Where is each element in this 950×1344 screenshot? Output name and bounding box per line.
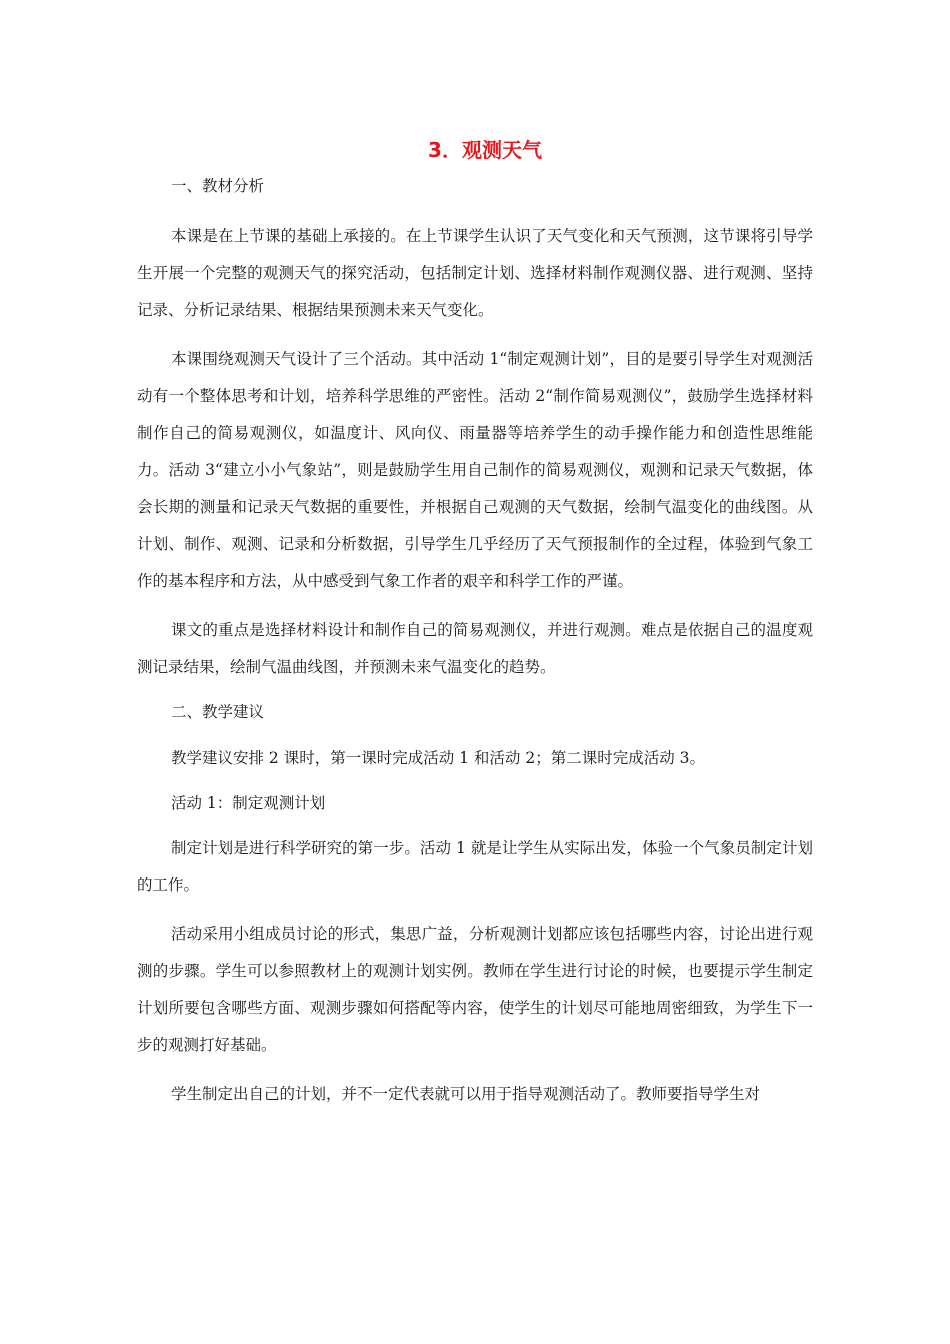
paragraph-activity-1-title: 活动 1：制定观测计划 bbox=[171, 794, 326, 812]
paragraph-group-discussion: 活动采用小组成员讨论的形式，集思广益，分析观测计划都应该包括哪些内容，讨论出进行观测的步骤。学生可以参照教材上的观测计划实例。教师在学生进行讨论的时候，也要提示学生制定计划所要包含哪些方面、观测步骤如何搭配等内容，使学生的计划尽可能地周密细致，为学生下一步的观测打好基础。 bbox=[137, 925, 813, 1054]
paragraph-key-points: 课文的重点是选择材料设计和制作自己的简易观测仪，并进行观测。难点是依据自己的温度观测记录结果，绘制气温曲线图，并预测未来气温变化的趋势。 bbox=[137, 621, 813, 676]
document-page bbox=[137, 132, 813, 1125]
paragraph-plan-guidance: 学生制定出自己的计划，并不一定代表就可以用于指导观测活动了。教师要指导学生对 bbox=[171, 1085, 761, 1103]
paragraph-plan-first-step: 制定计划是进行科学研究的第一步。活动 1 就是让学生从实际出发，体验一个气象员制定计划的工作。 bbox=[137, 839, 813, 894]
paragraph-lesson-intro: 本课是在上节课的基础上承接的。在上节课学生认识了天气变化和天气预测，这节课将引导学生开展一个完整的观测天气的探究活动，包括制定计划、选择材料制作观测仪器、进行观测、坚持记录、分析记录结果、根据结果预测未来天气变化。 bbox=[137, 227, 813, 319]
paragraph-activities-overview: 本课围绕观测天气设计了三个活动。其中活动 1“制定观测计划”，目的是要引导学生对观测活动有一个整体思考和计划，培养科学思维的严密性。活动 2“制作简易观测仪”，鼓励学生选择材料制作自己的简易观测仪，如温度计、风向仪、雨量器等培养学生的动手操作能力和创造性思维能力。活动 3“建立小小气象站”，则是鼓励学生用自己制作的简易观测仪，观测和记录天气数据，体会长期的测量和记录天气数据的重要性，并根据自己观测的天气数据，绘制气温变化的曲线图。从计划、制作、观测、记录和分析数据，引导学生几乎经历了天气预报制作的全过程，体验到气象工作的基本程序和方法，从中感受到气象工作者的艰辛和科学工作的严谨。 bbox=[137, 350, 813, 590]
section-heading-textbook-analysis: 一、教材分析 bbox=[171, 177, 265, 195]
document-title: 3．观测天气 bbox=[428, 138, 542, 162]
section-heading-teaching-suggestions: 二、教学建议 bbox=[171, 703, 265, 721]
paragraph-class-hours: 教学建议安排 2 课时，第一课时完成活动 1 和活动 2；第二课时完成活动 3。 bbox=[171, 749, 706, 767]
